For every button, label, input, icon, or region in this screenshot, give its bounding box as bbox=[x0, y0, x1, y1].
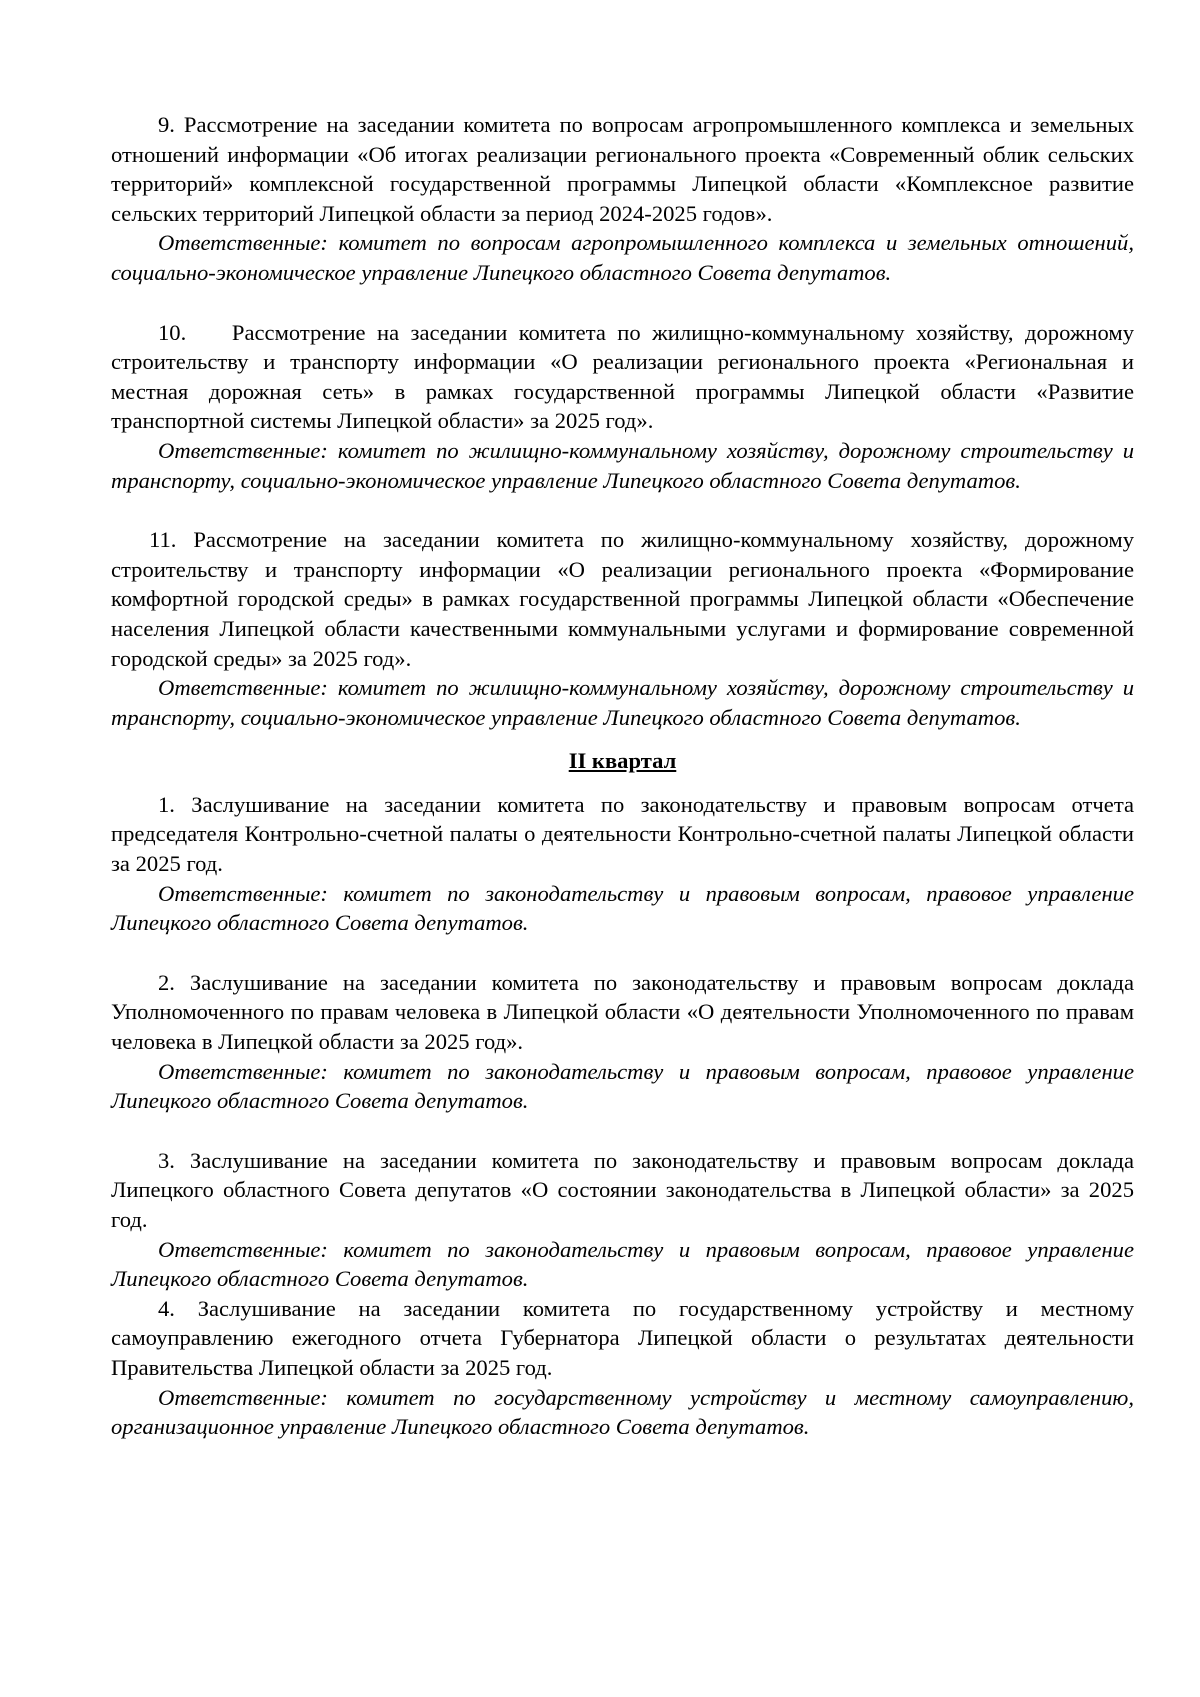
spacer bbox=[111, 495, 1134, 525]
section-item-2-responsible: Ответственные: комитет по законодательству и правовым вопросам, правовое управление Липецкого областного Совета депутатов. bbox=[111, 1058, 1134, 1114]
item-10-text: 10. Рассмотрение на заседании комитета по жилищно-коммунальному хозяйству, дорожному строительству и транспорту информации «О реализации регионального проекта «Региональная и местная дорожная сеть» в рамках государственной программы Липецкой области «Развитие транспортной системы Липецкой области» за 2025 год». bbox=[111, 319, 1140, 434]
section-item-3-responsible: Ответственные: комитет по законодательству и правовым вопросам, правовое управление Липецкого областного Совета депутатов. bbox=[111, 1236, 1134, 1292]
section-title: II квартал bbox=[568, 748, 677, 774]
spacer bbox=[111, 776, 1134, 790]
spacer bbox=[111, 1116, 1134, 1146]
section-item-2-text: 2. Заслушивание на заседании комитета по законодательству и правовым вопросам доклада Уполномоченного по правам человека в Липецкой области «О деятельности Уполномоченного по правам человека в Липецкой области за 2025 год». bbox=[111, 969, 1134, 1055]
section-item-4-responsible: Ответственные: комитет по государственному устройству и местному самоуправлению, организационное управление Липецкого областного Совета депутатов. bbox=[111, 1384, 1134, 1440]
spacer bbox=[111, 732, 1134, 746]
section-item-1-text: 1. Заслушивание на заседании комитета по законодательству и правовым вопросам отчета председателя Контрольно-счетной палаты о деятельности Контрольно-счетной палаты Липецкой области за 2025 год. bbox=[111, 791, 1134, 877]
item-9-text: 9. Рассмотрение на заседании комитета по вопросам агропромышленного комплекса и земельных отношений информации «Об итогах реализации регионального проекта «Современный облик сельских территорий» комплексной государственной программы Липецкой области «Комплексное развитие сельских территорий Липецкой области за период 2024-2025 годов». bbox=[111, 112, 1134, 226]
section-item-3-text: 3. Заслушивание на заседании комитета по законодательству и правовым вопросам доклада Липецкого областного Совета депутатов «О состоянии законодательства в Липецкой области» за 2025 год. bbox=[111, 1147, 1134, 1232]
spacer bbox=[111, 938, 1134, 968]
item-11-responsible: Ответственные: комитет по жилищно-коммунальному хозяйству, дорожному строительству и транспорту, социально-экономическое управление Липецкого областного Совета депутатов. bbox=[111, 675, 1134, 730]
section-item-1-responsible: Ответственные: комитет по законодательству и правовым вопросам, правовое управление Липецкого областного Совета депутатов. bbox=[111, 880, 1134, 936]
item-9-responsible: Ответственные: комитет по вопросам агропромышленного комплекса и земельных отношений, социально-экономическое управление Липецкого областного Совета депутатов. bbox=[111, 230, 1134, 285]
spacer bbox=[111, 288, 1134, 318]
item-10-responsible: Ответственные: комитет по жилищно-коммунальному хозяйству, дорожному строительству и транспорту, социально-экономическое управление Липецкого областного Совета депутатов. bbox=[111, 437, 1134, 493]
item-11-text: 11. Рассмотрение на заседании комитета по жилищно-коммунальному хозяйству, дорожному строительству и транспорту информации «О реализации регионального проекта «Формирование комфортной городской среды» в рамках государственной программы Липецкой области «Обеспечение населения Липецкой области качественными коммунальными услугами и формирование современной городской среды» за 2025 год». bbox=[111, 527, 1134, 671]
section-item-4-text: 4. Заслушивание на заседании комитета по государственному устройству и местному самоуправлению ежегодного отчета Губернатора Липецкой области о результатах деятельности Правительства Липецкой области за 2025 год. bbox=[111, 1295, 1134, 1380]
document-page bbox=[111, 110, 1140, 1442]
